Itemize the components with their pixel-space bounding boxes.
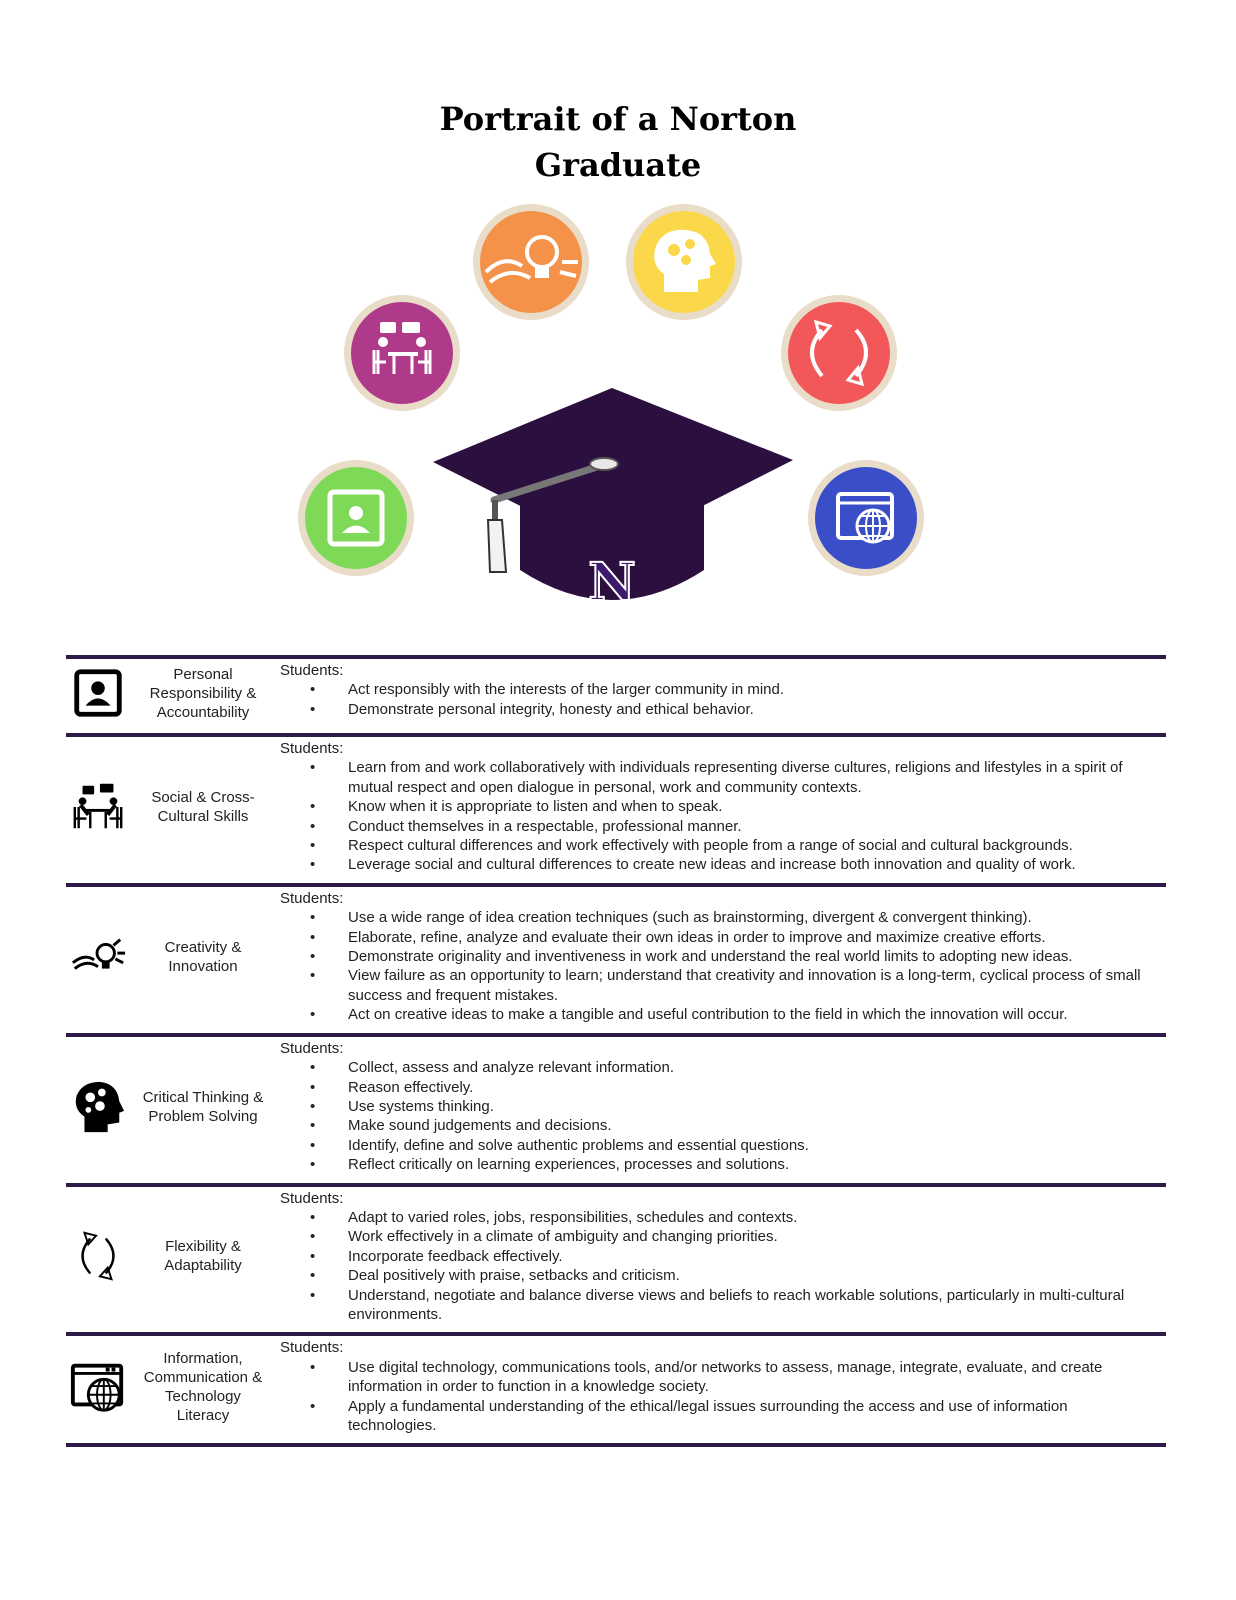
graduation-cap-icon bbox=[433, 388, 793, 613]
students-intro: Students: bbox=[280, 1339, 344, 1357]
table-row bbox=[66, 655, 1166, 733]
list-item: • Understand, negotiate and balance diverse views and beliefs to reach workable solutions, particularly in multi-cultural environments. bbox=[276, 1286, 1166, 1325]
students-intro: Students: bbox=[280, 1189, 344, 1207]
list-item: • Deal positively with praise, setbacks and criticism. bbox=[276, 1266, 1166, 1285]
list-item: • Identify, define and solve authentic problems and essential questions. bbox=[276, 1136, 1166, 1155]
students-intro: Students: bbox=[280, 1039, 344, 1057]
list-item: • Reason effectively. bbox=[276, 1078, 1166, 1097]
hero-globe-window-icon bbox=[808, 460, 924, 576]
row-label: Social & Cross- Cultural Skills bbox=[151, 788, 255, 825]
table-row bbox=[66, 1183, 1166, 1333]
person-frame-icon bbox=[66, 661, 130, 725]
row-content bbox=[276, 889, 1166, 1025]
cycle-arrows-icon bbox=[66, 1224, 130, 1288]
title-line-2: Graduate bbox=[534, 146, 702, 184]
list-item: • Make sound judgements and decisions. bbox=[276, 1116, 1166, 1135]
lightbulb-icon bbox=[66, 925, 130, 989]
skills-table bbox=[66, 655, 1166, 1447]
students-intro: Students: bbox=[280, 740, 344, 757]
row-content bbox=[276, 1189, 1166, 1325]
table-row bbox=[66, 883, 1166, 1033]
row-content bbox=[276, 739, 1166, 875]
hero-cycle-arrows-icon bbox=[781, 295, 897, 411]
list-item: • Adapt to varied roles, jobs, responsibilities, schedules and contexts. bbox=[276, 1208, 1166, 1227]
row-label: Information, Communication & Technology Literacy bbox=[143, 1349, 263, 1424]
list-item: • Learn from and work collaboratively with individuals representing diverse cultures, religions and lifestyles in a spirit of mutual respect and open dialogue in personal, work and community contexts. bbox=[276, 758, 1166, 797]
list-item: • Use systems thinking. bbox=[276, 1097, 1166, 1116]
hero-svg bbox=[290, 200, 950, 620]
hero-person-frame-icon bbox=[298, 460, 414, 576]
list-item: • Reflect critically on learning experiences, processes and solutions. bbox=[276, 1155, 1166, 1174]
row-content bbox=[276, 1039, 1166, 1175]
list-item: • Leverage social and cultural differences to create new ideas and increase both innovation and quality of work. bbox=[276, 855, 1166, 874]
list-item: • Work effectively in a climate of ambiguity and changing priorities. bbox=[276, 1227, 1166, 1246]
list-item: • Incorporate feedback effectively. bbox=[276, 1247, 1166, 1266]
row-label: Flexibility & Adaptability bbox=[164, 1238, 242, 1275]
list-item: • Know when it is appropriate to listen and when to speak. bbox=[276, 797, 1166, 816]
list-item: • Demonstrate originality and inventiveness in work and understand the real world limits to adopting new ideas. bbox=[276, 947, 1166, 966]
list-item: • Apply a fundamental understanding of the ethical/legal issues surrounding the access and use of information technologies. bbox=[276, 1397, 1166, 1436]
students-intro: Students: bbox=[280, 662, 344, 679]
outcome-list bbox=[276, 1058, 1166, 1174]
people-talking-icon bbox=[66, 775, 130, 839]
list-item: • View failure as an opportunity to learn; understand that creativity and innovation is a long-term, cyclical process of small success and frequent mistakes. bbox=[276, 966, 1166, 1005]
globe-window-icon bbox=[66, 1355, 130, 1419]
table-row bbox=[66, 1332, 1166, 1447]
hero-people-talking-icon bbox=[344, 295, 460, 411]
list-item: • Use digital technology, communications tools, and/or networks to assess, manage, integrate, evaluate, and create information in order to function in a knowledge society. bbox=[276, 1358, 1166, 1397]
row-label: Critical Thinking & Problem Solving bbox=[142, 1088, 264, 1125]
list-item: • Use a wide range of idea creation techniques (such as brainstorming, divergent & convergent thinking). bbox=[276, 908, 1166, 927]
row-content bbox=[276, 661, 1166, 725]
gear-head-icon bbox=[66, 1075, 130, 1139]
outcome-list bbox=[276, 680, 1166, 719]
list-item: • Demonstrate personal integrity, honesty and ethical behavior. bbox=[276, 700, 1166, 719]
title-line-1: Portrait of a Norton bbox=[439, 100, 797, 138]
list-item: • Respect cultural differences and work effectively with people from a range of social and cultural backgrounds. bbox=[276, 836, 1166, 855]
table-row bbox=[66, 733, 1166, 883]
outcome-list bbox=[276, 908, 1166, 1024]
row-label: Personal Responsibility & Accountability bbox=[149, 665, 257, 721]
list-item: • Conduct themselves in a respectable, professional manner. bbox=[276, 817, 1166, 836]
outcome-list bbox=[276, 1358, 1166, 1436]
list-item: • Act responsibly with the interests of the larger community in mind. bbox=[276, 680, 1166, 699]
page-title bbox=[0, 96, 1236, 188]
list-item: • Collect, assess and analyze relevant information. bbox=[276, 1058, 1166, 1077]
graduation-illustration bbox=[290, 200, 950, 620]
list-item: • Elaborate, refine, analyze and evaluate their own ideas in order to improve and maximize creative efforts. bbox=[276, 928, 1166, 947]
table-row bbox=[66, 1033, 1166, 1183]
outcome-list bbox=[276, 758, 1166, 874]
hero-gear-head-icon bbox=[626, 204, 742, 320]
cap-letter: N bbox=[588, 552, 636, 613]
row-content bbox=[276, 1338, 1166, 1435]
list-item: • Act on creative ideas to make a tangible and useful contribution to the field in which the innovation will occur. bbox=[276, 1005, 1166, 1024]
outcome-list bbox=[276, 1208, 1166, 1324]
hero-lightbulb-icon bbox=[473, 204, 589, 320]
row-label: Creativity & Innovation bbox=[164, 938, 242, 975]
students-intro: Students: bbox=[280, 889, 344, 907]
